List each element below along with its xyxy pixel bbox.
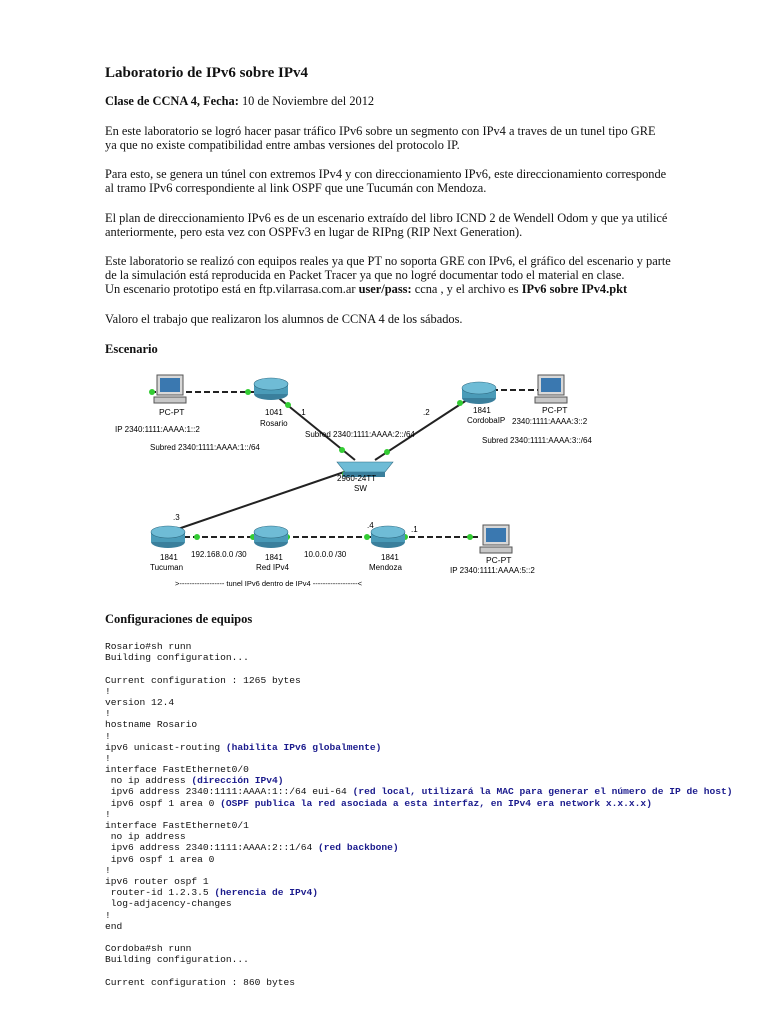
paragraph-3-line-2: anteriormente, pero esta vez con OSPFv3 en lugar de RIPng (RIP Next Generation). — [105, 225, 523, 239]
config-line: ! — [105, 708, 111, 720]
subnet3-label: Subred 2340:1111:AAAA:3::/64 — [482, 436, 592, 445]
config-blank — [105, 663, 733, 674]
net-b-label: 10.0.0.0 /30 — [304, 550, 347, 559]
paragraph-4-line-1: Este laboratorio se realizó con equipos reales ya que PT no soporta GRE con IPv6, el gráfico del escenario y parte — [105, 254, 671, 268]
endpoint-dot — [467, 534, 473, 540]
config-line: Current configuration : 1265 bytes — [105, 674, 301, 686]
endpoint-dot — [285, 402, 291, 408]
rosario-model: 1041 — [265, 408, 283, 417]
network-diagram-right — [510, 370, 660, 440]
cordoba-name: CordobaIP — [467, 416, 506, 425]
config-line: hostname Rosario — [105, 719, 198, 731]
config-code: ipv6 unicast-routing — [105, 741, 226, 753]
config-line-with-comment — [105, 775, 733, 786]
endpoint-dot — [339, 447, 345, 453]
pc3-ip: IP 2340:1111:AAAA:5::2 — [450, 566, 535, 575]
config-comment: (herencia de IPv4) — [214, 887, 319, 899]
config-line-with-comment — [105, 798, 733, 809]
router-icon — [254, 526, 288, 548]
endpoint-dot — [194, 534, 200, 540]
config-line: Rosario#sh runn — [105, 641, 192, 652]
router-icon — [462, 382, 496, 404]
paragraph-4-line-2: de la simulación está reproducida en Packet Tracer ya que no logré documentar todo el material en clase. — [105, 268, 625, 282]
pc2-icon — [535, 375, 567, 403]
page-title: Laboratorio de IPv6 sobre IPv4 — [105, 65, 309, 81]
pc1-ip: IP 2340:1111:AAAA:1::2 — [115, 425, 200, 434]
switch-model: 2960-24TT — [337, 474, 377, 483]
mendoza-port-left: .4 — [367, 521, 374, 530]
config-line: interface FastEthernet0/1 — [105, 820, 249, 831]
ftp-text: Un escenario prototipo está en ftp.vilarrasa.com.ar — [105, 282, 359, 296]
pc3-icon — [480, 525, 512, 553]
rosario-name: Rosario — [260, 419, 288, 428]
config-line: interface FastEthernet0/0 — [105, 764, 249, 776]
scenario-heading: Escenario — [105, 342, 158, 356]
pc2-ip: 2340:1111:AAAA:3::2 — [512, 417, 588, 426]
config-line: ! — [105, 730, 111, 742]
endpoint-dot — [384, 449, 390, 455]
endpoint-dot — [364, 534, 370, 540]
config-line: Current configuration : 860 bytes — [105, 976, 295, 988]
pc2-label: PC-PT — [542, 405, 568, 415]
config-line: ipv6 ospf 1 area 0 — [105, 853, 215, 865]
config-heading: Configuraciones de equipos — [105, 612, 253, 626]
tunnel-label: >------------------ tunel IPv6 dentro de IPv4 ------------------< — [175, 579, 363, 588]
config-line-with-comment — [105, 887, 733, 898]
endpoint-dot — [245, 389, 251, 395]
pc3-label: PC-PT — [486, 555, 512, 565]
config-line: ! — [105, 685, 111, 697]
config-code: router-id 1.2.3.5 — [105, 887, 215, 899]
config-line: version 12.4 — [105, 696, 175, 708]
link-switch-tucuman — [175, 470, 350, 530]
config-listing — [105, 641, 733, 988]
redipv4-name: Red IPv4 — [256, 563, 289, 572]
config-line: log-adjacency-changes — [105, 898, 232, 910]
net-a-label: 192.168.0.0 /30 — [191, 550, 247, 559]
paragraph-2-line-2: al tramo IPv6 correspondiente al link OSPF que une Tucumán con Mendoza. — [105, 181, 487, 195]
mendoza-port-right: .1 — [411, 525, 418, 534]
config-code: no ip address — [105, 775, 192, 787]
config-line: ! — [105, 864, 111, 876]
backbone-subnet: Subred 2340:1111:AAAA:2::/64 — [305, 430, 415, 439]
mendoza-model: 1841 — [381, 553, 399, 562]
class-date-line — [105, 95, 374, 109]
config-blank — [105, 965, 733, 976]
class-label: Clase de CCNA 4, Fecha: — [105, 94, 239, 108]
tucuman-model: 1841 — [160, 553, 178, 562]
config-line: ! — [105, 808, 111, 820]
paragraph-4-line-3 — [105, 283, 627, 297]
config-blank — [105, 932, 733, 943]
subnet1-label: Subred 2340:1111:AAAA:1::/64 — [150, 443, 260, 452]
pc1-icon — [154, 375, 186, 403]
config-line: ! — [105, 909, 111, 921]
config-line: ipv6 router ospf 1 — [105, 875, 209, 887]
file-name: IPv6 sobre IPv4.pkt — [521, 282, 628, 296]
tucuman-name: Tucuman — [150, 563, 184, 572]
config-comment: (red local, utilizará la MAC para generar el número de IP de host) — [352, 786, 733, 798]
config-code: ipv6 ospf 1 area 0 — [105, 797, 221, 809]
switch-name: SW — [354, 484, 367, 493]
paragraph-1-line-2: ya que no existe compatibilidad entre ambas versiones del protocolo IP. — [105, 138, 460, 152]
file-text: ccna , y el archivo es — [411, 282, 522, 296]
class-date: 10 de Noviembre del 2012 — [238, 94, 375, 108]
endpoint-dot — [457, 400, 463, 406]
endpoint-dot — [149, 389, 155, 395]
userpass-label: user/pass: — [358, 282, 412, 296]
config-comment: (red backbone) — [318, 842, 399, 854]
router-icon — [371, 526, 405, 548]
config-line: Cordoba#sh runn — [105, 943, 192, 955]
paragraph-1-line-1: En este laboratorio se logró hacer pasar tráfico IPv6 sobre un segmento con IPv4 a traves de un tunel tipo GRE — [105, 124, 656, 138]
paragraph-2-line-1: Para esto, se genera un túnel con extremos IPv4 y con direccionamiento IPv6, este direccionamiento corresponde — [105, 167, 667, 181]
config-line: Building configuration... — [105, 954, 249, 966]
paragraph-3-line-1: El plan de direccionamiento IPv6 es de un escenario extraído del libro ICND 2 de Wendell Odom y que ya utilicé — [105, 211, 668, 225]
config-line: no ip address — [105, 831, 186, 843]
rosario-port: .1 — [299, 408, 306, 417]
config-comment: (habilita IPv6 globalmente) — [225, 741, 382, 753]
tucuman-port: .3 — [173, 513, 180, 522]
config-line: ! — [105, 752, 111, 764]
router-icon — [151, 526, 185, 548]
config-code: ipv6 address 2340:1111:AAAA:1::/64 eui-64 — [105, 786, 353, 798]
config-line-with-comment — [105, 742, 733, 753]
cordoba-model: 1841 — [473, 406, 491, 415]
config-comment: (OSPF publica la red asociada a esta interfaz, en IPv4 era network x.x.x.x) — [220, 797, 652, 809]
config-line-with-comment — [105, 786, 733, 797]
config-line: Building configuration... — [105, 652, 249, 664]
config-comment: (dirección IPv4) — [191, 775, 284, 787]
router-icon — [254, 378, 288, 400]
redipv4-model: 1841 — [265, 553, 283, 562]
cordoba-port: .2 — [423, 408, 430, 417]
config-line: end — [105, 920, 123, 932]
paragraph-5: Valoro el trabajo que realizaron los alumnos de CCNA 4 de los sábados. — [105, 312, 463, 326]
mendoza-name: Mendoza — [369, 563, 402, 572]
config-line-with-comment — [105, 842, 733, 853]
pc1-label: PC-PT — [159, 407, 185, 417]
config-code: ipv6 address 2340:1111:AAAA:2::1/64 — [105, 842, 319, 854]
